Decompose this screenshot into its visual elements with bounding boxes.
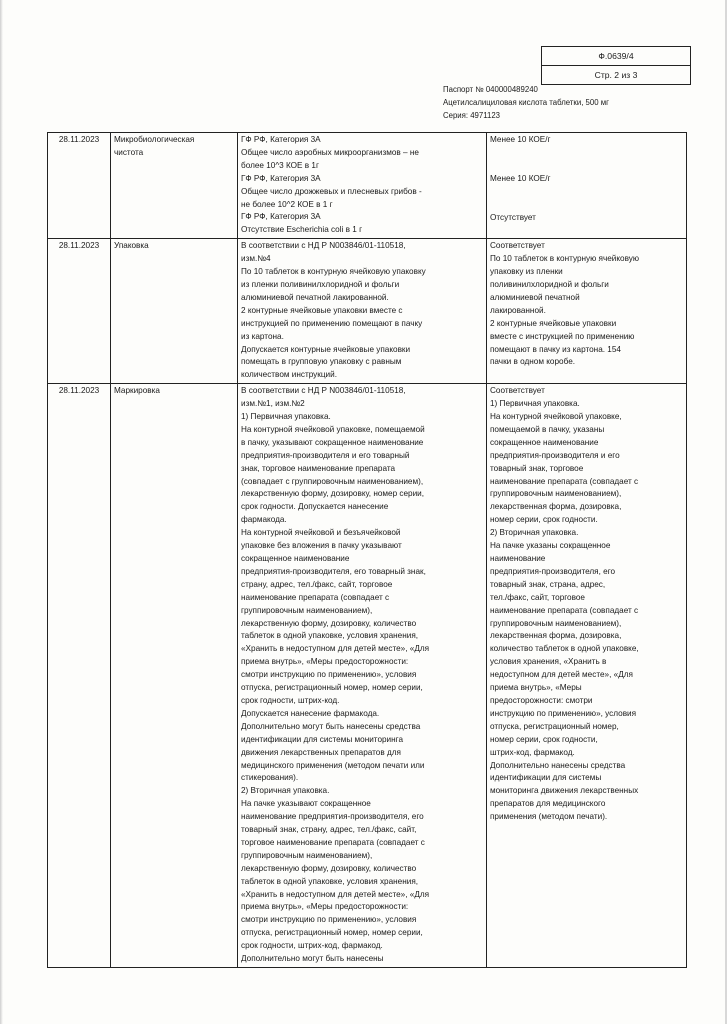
norm-cell-line: сокращенное наименование [241,554,350,563]
date-cell-line: 28.11.2023 [58,386,100,396]
page-number: Стр. 2 из 3 [594,70,638,80]
norm-cell-line: наименование предприятия-производителя, его [241,812,424,822]
norm-cell-line: срок годности, штрих-код. [241,695,340,705]
norm-cell-line: идентификации для системы мониторинга [241,734,404,744]
norm-cell-line: из пленки поливинилхлоридной и фольги [241,279,400,289]
norm-cell-line: (совпадает с группировочным наименованием), [241,476,424,486]
norm-cell-line: Допускается контурные ячейковые упаковки [241,344,411,354]
result-cell-line: Менее 10 КОЕ/г [490,135,551,144]
form-code: Ф.0639/4 [542,47,690,66]
indicator-cell [111,133,238,239]
date-cell-line: 28.11.2023 [58,241,100,251]
norm-cell-line: движения лекарственных препаратов для [241,747,401,757]
norm-cell-line: Дополнительно могут быть нанесены [241,954,384,964]
result-cell-line [490,147,683,160]
date-cell [48,384,111,968]
result-cell-line: 2) Вторичная упаковка. [490,528,579,538]
result-cell-line: сокращенное наименование [490,437,599,447]
norm-cell-line: Отсутствие Escherichia coli в 1 г [241,225,363,235]
norm-cell-line: стикерования). [241,773,299,783]
result-cell-line: товарный знак, страна, адрес, [490,579,606,589]
norm-cell-line: не более 10^2 КОЕ в 1 г [241,199,333,209]
result-cell-line: применения (методом печати). [490,812,608,822]
norm-cell-line: ГФ РФ, Категория 3А [241,173,321,183]
norm-cell-line: ГФ РФ, Категория 3А [241,135,321,144]
result-cell-line: Отсутствует [490,212,536,222]
result-cell-line [490,186,683,199]
result-cell [487,133,687,239]
result-cell [487,239,687,384]
norm-cell-line: ГФ РФ, Категория 3А [241,212,321,222]
table-row [48,384,687,968]
indicator-cell-line: чистота [114,147,144,157]
result-cell-line: приема внутрь», «Меры [490,683,582,693]
norm-cell-line: Общее число дрожжевых и плесневых грибов - [241,186,422,196]
table-row [48,133,687,239]
result-cell-line: лекарственная форма, дозировка, [490,502,622,512]
result-cell [487,384,687,968]
scan-edge-left [0,0,3,1024]
indicator-cell-line: Маркировка [114,386,160,396]
norm-cell-line: «Хранить в недоступном для детей месте», «Для [241,889,430,899]
result-cell-line: Дополнительно нанесены средства [490,760,626,770]
norm-cell-line: Допускается нанесение фармакода. [241,708,380,718]
result-cell-line: отпуска, регистрационный номер, [490,721,619,731]
result-cell-line: помещают в пачку из картона. 154 [490,344,621,354]
norm-cell-line: изм.№1, изм.№2 [241,399,305,409]
result-cell-line: группировочным наименованием), [490,489,622,499]
result-cell-line: упаковку из пленки [490,267,563,277]
result-cell-line: предприятия-производителя и его [490,450,620,460]
norm-cell-line: На пачке указывают сокращенное [241,799,371,809]
result-cell-line: Соответствует [490,241,545,251]
result-cell-line: Соответствует [490,386,545,396]
norm-cell-line: инструкцией по применению помещают в пачку [241,318,423,328]
norm-cell-line: торговое наименование препарата (совпадает с [241,837,425,847]
result-cell-line: пачки в одном коробе. [490,357,576,367]
norm-cell-line: смотри инструкцию по применению», условия [241,915,417,925]
norm-cell-line: На контурной ячейковой и безъячейковой [241,528,401,538]
norm-cell-line: товарный знак, страну, адрес, тел./факс, сайт, [241,825,417,835]
result-cell-line: предприятия-производителя, его [490,566,616,576]
table-row [48,239,687,384]
result-cell-line: номер серии, срок годности, [490,734,598,744]
result-cell-line: На контурной ячейковой упаковке, [490,412,622,422]
series-number: Серия: 4971123 [443,111,500,120]
norm-cell-line: лекарственную форму, дозировку, количество [241,863,417,873]
result-cell-line: На пачке указаны сокращенное [490,541,611,551]
norm-cell-line: таблеток в одной упаковке, условия хранения, [241,876,419,886]
norm-cell-line: страну, адрес, тел./факс, сайт, торговое [241,579,393,589]
result-cell-line: инструкцию по применению», условия [490,708,637,718]
result-cell-line: лакированной. [490,305,546,315]
norm-cell-line: упаковке без вложения в пачку указывают [241,541,402,551]
passport-number: Паспорт № 040000489240 [443,85,538,94]
norm-cell-line: лекарственную форму, дозировку, количество [241,618,417,628]
norm-cell-line: медицинского применения (методом печати или [241,760,425,770]
result-cell-line: наименование препарата (совпадает с [490,476,639,486]
result-cell-line: 1) Первичная упаковка. [490,399,580,409]
result-cell-line: Менее 10 КОЕ/г [490,173,551,183]
result-cell-line: недоступном для детей месте», «Для [490,670,633,680]
norm-cell-line: предприятия-производителя и его товарный [241,450,410,460]
result-cell-line: препаратов для медицинского [490,799,606,809]
norm-cell-line: помещать в групповую упаковку с равным [241,357,402,367]
norm-cell-line: 1) Первичная упаковка. [241,412,331,422]
indicator-cell-line: Микробиологическая [114,135,195,144]
norm-cell-line: «Хранить в недоступном для детей месте», «Для [241,644,430,654]
result-cell-line: номер серии, срок годности. [490,515,598,525]
date-cell [48,133,111,239]
result-cell-line: условия хранения, «Хранить в [490,657,607,667]
norm-cell-line: количеством инструкций. [241,370,337,380]
norm-cell-line: более 10^3 КОЕ в 1г [241,160,319,170]
norm-cell-line: На контурной ячейковой упаковке, помещаемой [241,424,425,434]
norm-cell-line: из картона. [241,331,284,341]
result-cell-line: лекарственная форма, дозировка, [490,631,622,641]
norm-cell-line: приема внутрь», «Меры предосторожности: [241,657,409,667]
norm-cell-line: В соответствии с НД Р N003846/01-110518, [241,386,406,396]
indicator-cell [111,384,238,968]
norm-cell [238,384,487,968]
result-cell-line: вместе с инструкцией по применению [490,331,635,341]
norm-cell-line: таблеток в одной упаковке, условия хранения, [241,631,419,641]
norm-cell-line: Дополнительно могут быть нанесены средства [241,721,421,731]
result-cell-line: предосторожности: смотри [490,695,593,705]
norm-cell-line: срок годности, штрих-код, фармакод. [241,941,383,951]
result-cell-line: идентификации для системы [490,773,602,783]
product-name: Ацетилсалициловая кислота таблетки, 500 мг [443,98,609,107]
result-cell-line: мониторинга движения лекарственных [490,786,639,796]
date-cell [48,239,111,384]
norm-cell-line: наименование препарата (совпадает с [241,592,390,602]
norm-cell-line: В соответствии с НД Р N003846/01-110518, [241,241,406,251]
indicator-cell [111,239,238,384]
norm-cell-line: отпуска, регистрационный номер, номер серии, [241,683,423,693]
norm-cell-line: Общее число аэробных микроорганизмов – не [241,147,419,157]
result-cell-line: тел./факс, сайт, торговое [490,592,585,602]
result-cell-line: количество таблеток в одной упаковке, [490,644,639,654]
passport-header [443,83,609,122]
result-cell-line: наименование препарата (совпадает с [490,605,639,615]
result-cell-line: алюминиевой печатной [490,292,580,302]
norm-cell-line: фармакода. [241,515,287,525]
norm-cell-line: в пачку, указывают сокращенное наименование [241,437,424,447]
norm-cell-line: 2) Вторичная упаковка. [241,786,330,796]
norm-cell-line: смотри инструкцию по применению», условия [241,670,417,680]
result-cell-line: товарный знак, торговое [490,463,584,473]
norm-cell-line: срок годности. Допускается нанесение [241,502,389,512]
result-cell-line [490,199,683,212]
result-cell-line: поливинилхлоридной и фольги [490,279,609,289]
norm-cell-line: отпуска, регистрационный номер, номер серии, [241,928,423,938]
norm-cell-line: предприятия-производителя, его товарный знак, [241,566,426,576]
norm-cell-line: По 10 таблеток в контурную ячейковую упаковку [241,267,426,277]
result-cell-line [490,160,683,173]
result-cell-line: 2 контурные ячейковые упаковки [490,318,617,328]
norm-cell-line: лекарственную форму, дозировку, номер серии, [241,489,425,499]
norm-cell-line: изм.№4 [241,254,271,264]
form-code-box [541,46,691,85]
result-cell-line: наименование [490,554,546,563]
date-cell-line: 28.11.2023 [58,135,100,144]
result-cell-line: штрих-код, фармакод. [490,747,575,757]
result-cell-line: помещаемой в пачку, указаны [490,424,605,434]
norm-cell-line: группировочным наименованием), [241,850,373,860]
norm-cell-line: приема внутрь», «Меры предосторожности: [241,902,409,912]
norm-cell-line: 2 контурные ячейковые упаковки вместе с [241,305,403,315]
norm-cell-line: группировочным наименованием), [241,605,373,615]
test-results-table [47,132,687,968]
norm-cell-line: знак, торговое наименование препарата [241,463,396,473]
indicator-cell-line: Упаковка [114,241,149,251]
result-cell-line: группировочным наименованием), [490,618,622,628]
norm-cell [238,239,487,384]
norm-cell-line: алюминиевой печатной лакированной. [241,292,389,302]
norm-cell [238,133,487,239]
result-cell-line: По 10 таблеток в контурную ячейковую [490,254,640,264]
